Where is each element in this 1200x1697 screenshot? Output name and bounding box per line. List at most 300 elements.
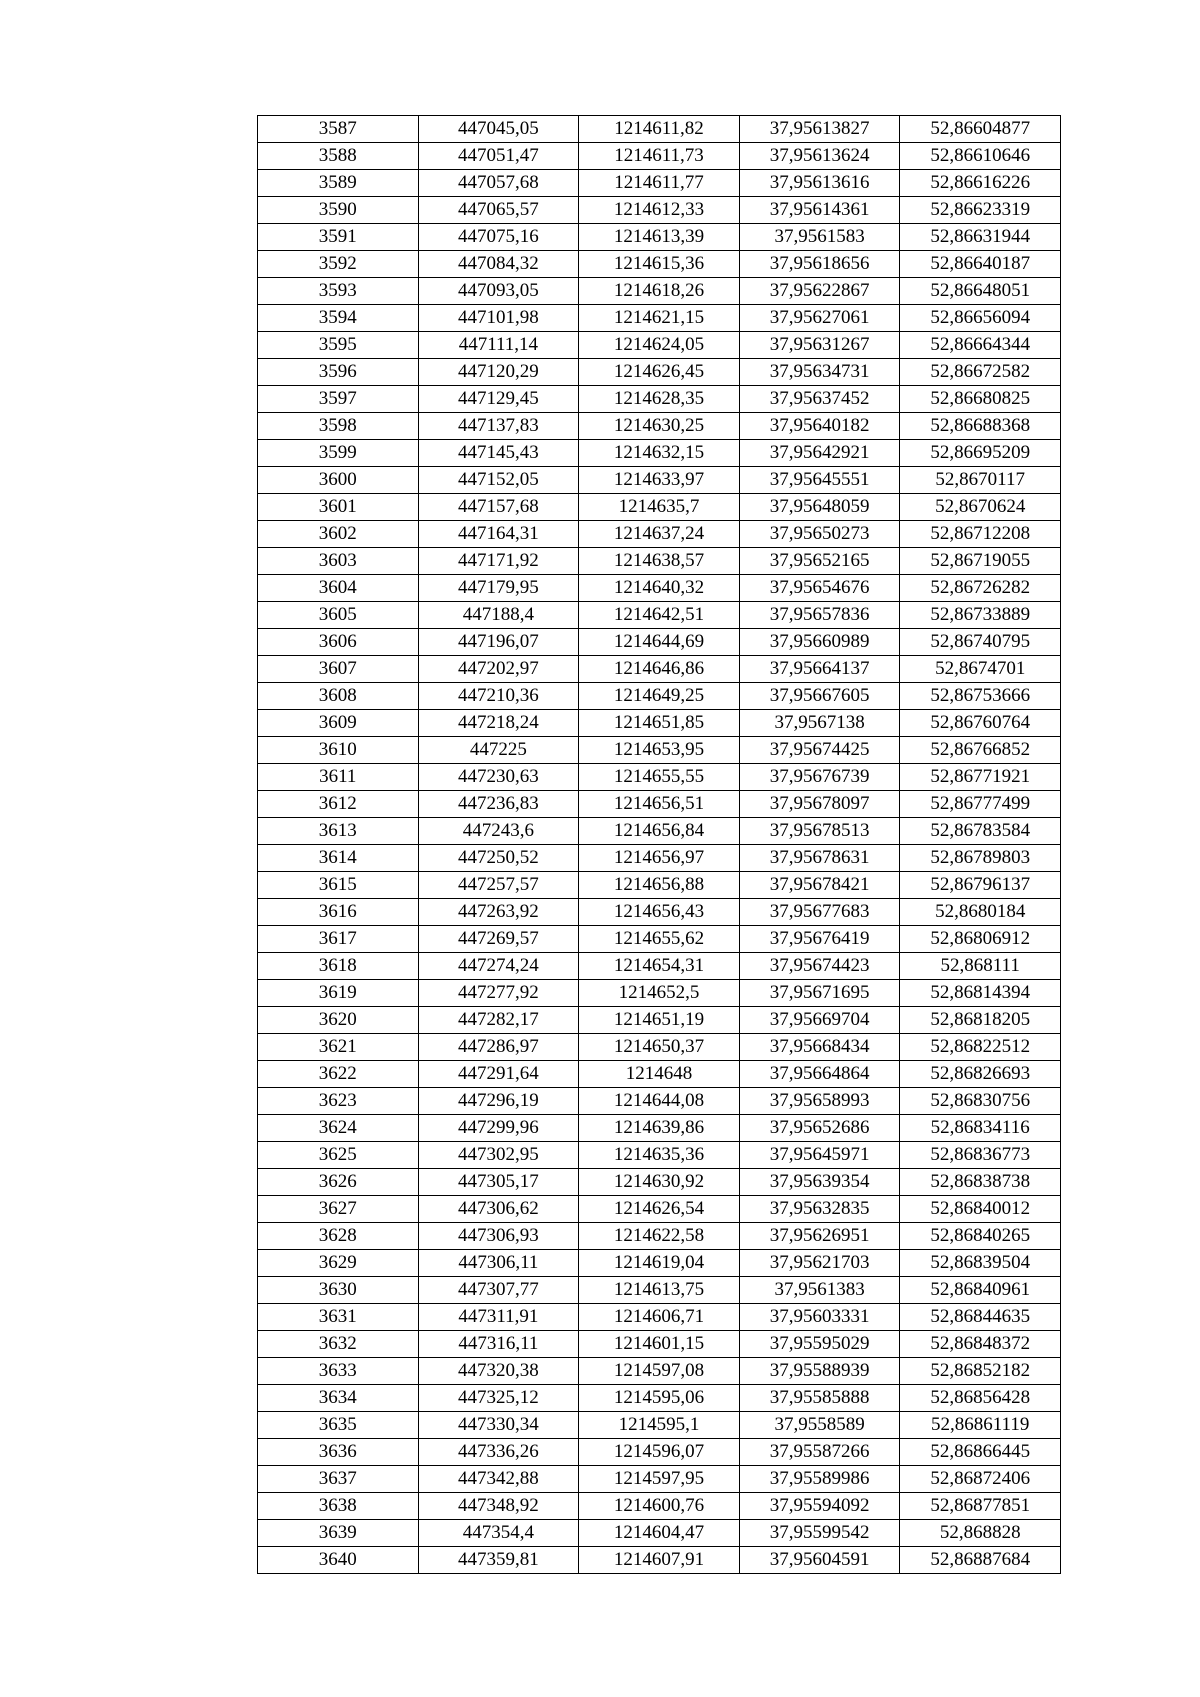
y-coordinate-cell: 1214611,77 bbox=[579, 170, 740, 197]
longitude-cell: 37,95678513 bbox=[739, 818, 900, 845]
longitude-cell: 37,95642921 bbox=[739, 440, 900, 467]
x-coordinate-cell: 447269,57 bbox=[418, 926, 579, 953]
point-number-cell: 3628 bbox=[258, 1223, 419, 1250]
x-coordinate-cell: 447075,16 bbox=[418, 224, 579, 251]
y-coordinate-cell: 1214604,47 bbox=[579, 1520, 740, 1547]
table-row bbox=[258, 602, 1061, 629]
y-coordinate-cell: 1214618,26 bbox=[579, 278, 740, 305]
x-coordinate-cell: 447296,19 bbox=[418, 1088, 579, 1115]
y-coordinate-cell: 1214651,19 bbox=[579, 1007, 740, 1034]
table-row bbox=[258, 1196, 1061, 1223]
x-coordinate-cell: 447305,17 bbox=[418, 1169, 579, 1196]
table-row bbox=[258, 521, 1061, 548]
latitude-cell: 52,86887684 bbox=[900, 1547, 1061, 1574]
x-coordinate-cell: 447218,24 bbox=[418, 710, 579, 737]
longitude-cell: 37,95640182 bbox=[739, 413, 900, 440]
x-coordinate-cell: 447202,97 bbox=[418, 656, 579, 683]
point-number-cell: 3636 bbox=[258, 1439, 419, 1466]
longitude-cell: 37,95594092 bbox=[739, 1493, 900, 1520]
latitude-cell: 52,86830756 bbox=[900, 1088, 1061, 1115]
coordinates-table-body bbox=[258, 116, 1061, 1574]
point-number-cell: 3607 bbox=[258, 656, 419, 683]
latitude-cell: 52,86822512 bbox=[900, 1034, 1061, 1061]
x-coordinate-cell: 447354,4 bbox=[418, 1520, 579, 1547]
table-row bbox=[258, 251, 1061, 278]
point-number-cell: 3629 bbox=[258, 1250, 419, 1277]
table-row bbox=[258, 467, 1061, 494]
x-coordinate-cell: 447302,95 bbox=[418, 1142, 579, 1169]
longitude-cell: 37,95645551 bbox=[739, 467, 900, 494]
y-coordinate-cell: 1214638,57 bbox=[579, 548, 740, 575]
x-coordinate-cell: 447299,96 bbox=[418, 1115, 579, 1142]
longitude-cell: 37,95676419 bbox=[739, 926, 900, 953]
latitude-cell: 52,86796137 bbox=[900, 872, 1061, 899]
latitude-cell: 52,8670624 bbox=[900, 494, 1061, 521]
y-coordinate-cell: 1214656,84 bbox=[579, 818, 740, 845]
point-number-cell: 3631 bbox=[258, 1304, 419, 1331]
y-coordinate-cell: 1214597,95 bbox=[579, 1466, 740, 1493]
latitude-cell: 52,86872406 bbox=[900, 1466, 1061, 1493]
y-coordinate-cell: 1214655,62 bbox=[579, 926, 740, 953]
latitude-cell: 52,86838738 bbox=[900, 1169, 1061, 1196]
x-coordinate-cell: 447111,14 bbox=[418, 332, 579, 359]
table-row bbox=[258, 737, 1061, 764]
latitude-cell: 52,8680184 bbox=[900, 899, 1061, 926]
y-coordinate-cell: 1214621,15 bbox=[579, 305, 740, 332]
y-coordinate-cell: 1214640,32 bbox=[579, 575, 740, 602]
latitude-cell: 52,86610646 bbox=[900, 143, 1061, 170]
x-coordinate-cell: 447306,11 bbox=[418, 1250, 579, 1277]
point-number-cell: 3635 bbox=[258, 1412, 419, 1439]
y-coordinate-cell: 1214611,82 bbox=[579, 116, 740, 143]
longitude-cell: 37,9567138 bbox=[739, 710, 900, 737]
point-number-cell: 3595 bbox=[258, 332, 419, 359]
longitude-cell: 37,95631267 bbox=[739, 332, 900, 359]
x-coordinate-cell: 447263,92 bbox=[418, 899, 579, 926]
y-coordinate-cell: 1214649,25 bbox=[579, 683, 740, 710]
latitude-cell: 52,86848372 bbox=[900, 1331, 1061, 1358]
y-coordinate-cell: 1214646,86 bbox=[579, 656, 740, 683]
longitude-cell: 37,95589986 bbox=[739, 1466, 900, 1493]
longitude-cell: 37,95652165 bbox=[739, 548, 900, 575]
table-row bbox=[258, 926, 1061, 953]
point-number-cell: 3624 bbox=[258, 1115, 419, 1142]
longitude-cell: 37,95634731 bbox=[739, 359, 900, 386]
point-number-cell: 3604 bbox=[258, 575, 419, 602]
longitude-cell: 37,95645971 bbox=[739, 1142, 900, 1169]
y-coordinate-cell: 1214619,04 bbox=[579, 1250, 740, 1277]
y-coordinate-cell: 1214654,31 bbox=[579, 953, 740, 980]
longitude-cell: 37,95622867 bbox=[739, 278, 900, 305]
table-row bbox=[258, 548, 1061, 575]
table-row bbox=[258, 1520, 1061, 1547]
x-coordinate-cell: 447210,36 bbox=[418, 683, 579, 710]
latitude-cell: 52,86814394 bbox=[900, 980, 1061, 1007]
point-number-cell: 3620 bbox=[258, 1007, 419, 1034]
x-coordinate-cell: 447152,05 bbox=[418, 467, 579, 494]
point-number-cell: 3633 bbox=[258, 1358, 419, 1385]
x-coordinate-cell: 447342,88 bbox=[418, 1466, 579, 1493]
table-row bbox=[258, 494, 1061, 521]
x-coordinate-cell: 447286,97 bbox=[418, 1034, 579, 1061]
table-row bbox=[258, 359, 1061, 386]
y-coordinate-cell: 1214601,15 bbox=[579, 1331, 740, 1358]
x-coordinate-cell: 447316,11 bbox=[418, 1331, 579, 1358]
y-coordinate-cell: 1214615,36 bbox=[579, 251, 740, 278]
table-row bbox=[258, 980, 1061, 1007]
point-number-cell: 3606 bbox=[258, 629, 419, 656]
latitude-cell: 52,86672582 bbox=[900, 359, 1061, 386]
point-number-cell: 3617 bbox=[258, 926, 419, 953]
y-coordinate-cell: 1214613,75 bbox=[579, 1277, 740, 1304]
latitude-cell: 52,86818205 bbox=[900, 1007, 1061, 1034]
longitude-cell: 37,95632835 bbox=[739, 1196, 900, 1223]
x-coordinate-cell: 447084,32 bbox=[418, 251, 579, 278]
point-number-cell: 3616 bbox=[258, 899, 419, 926]
point-number-cell: 3619 bbox=[258, 980, 419, 1007]
x-coordinate-cell: 447157,68 bbox=[418, 494, 579, 521]
table-row bbox=[258, 1547, 1061, 1574]
point-number-cell: 3638 bbox=[258, 1493, 419, 1520]
x-coordinate-cell: 447164,31 bbox=[418, 521, 579, 548]
y-coordinate-cell: 1214652,5 bbox=[579, 980, 740, 1007]
latitude-cell: 52,86877851 bbox=[900, 1493, 1061, 1520]
longitude-cell: 37,95676739 bbox=[739, 764, 900, 791]
y-coordinate-cell: 1214639,86 bbox=[579, 1115, 740, 1142]
point-number-cell: 3625 bbox=[258, 1142, 419, 1169]
latitude-cell: 52,86840012 bbox=[900, 1196, 1061, 1223]
x-coordinate-cell: 447230,63 bbox=[418, 764, 579, 791]
y-coordinate-cell: 1214644,08 bbox=[579, 1088, 740, 1115]
y-coordinate-cell: 1214607,91 bbox=[579, 1547, 740, 1574]
table-row bbox=[258, 872, 1061, 899]
table-row bbox=[258, 170, 1061, 197]
point-number-cell: 3618 bbox=[258, 953, 419, 980]
point-number-cell: 3597 bbox=[258, 386, 419, 413]
x-coordinate-cell: 447120,29 bbox=[418, 359, 579, 386]
y-coordinate-cell: 1214595,1 bbox=[579, 1412, 740, 1439]
table-row bbox=[258, 1385, 1061, 1412]
x-coordinate-cell: 447307,77 bbox=[418, 1277, 579, 1304]
point-number-cell: 3601 bbox=[258, 494, 419, 521]
table-row bbox=[258, 197, 1061, 224]
table-row bbox=[258, 1493, 1061, 1520]
y-coordinate-cell: 1214600,76 bbox=[579, 1493, 740, 1520]
x-coordinate-cell: 447243,6 bbox=[418, 818, 579, 845]
point-number-cell: 3622 bbox=[258, 1061, 419, 1088]
longitude-cell: 37,95648059 bbox=[739, 494, 900, 521]
latitude-cell: 52,86840961 bbox=[900, 1277, 1061, 1304]
latitude-cell: 52,86834116 bbox=[900, 1115, 1061, 1142]
point-number-cell: 3589 bbox=[258, 170, 419, 197]
point-number-cell: 3610 bbox=[258, 737, 419, 764]
table-row bbox=[258, 575, 1061, 602]
latitude-cell: 52,86664344 bbox=[900, 332, 1061, 359]
latitude-cell: 52,86766852 bbox=[900, 737, 1061, 764]
point-number-cell: 3614 bbox=[258, 845, 419, 872]
x-coordinate-cell: 447250,52 bbox=[418, 845, 579, 872]
table-row bbox=[258, 953, 1061, 980]
point-number-cell: 3593 bbox=[258, 278, 419, 305]
point-number-cell: 3626 bbox=[258, 1169, 419, 1196]
latitude-cell: 52,86656094 bbox=[900, 305, 1061, 332]
x-coordinate-cell: 447129,45 bbox=[418, 386, 579, 413]
latitude-cell: 52,86695209 bbox=[900, 440, 1061, 467]
table-row bbox=[258, 224, 1061, 251]
point-number-cell: 3591 bbox=[258, 224, 419, 251]
point-number-cell: 3599 bbox=[258, 440, 419, 467]
latitude-cell: 52,86844635 bbox=[900, 1304, 1061, 1331]
longitude-cell: 37,95595029 bbox=[739, 1331, 900, 1358]
table-row bbox=[258, 1331, 1061, 1358]
y-coordinate-cell: 1214651,85 bbox=[579, 710, 740, 737]
point-number-cell: 3588 bbox=[258, 143, 419, 170]
x-coordinate-cell: 447236,83 bbox=[418, 791, 579, 818]
latitude-cell: 52,86719055 bbox=[900, 548, 1061, 575]
x-coordinate-cell: 447045,05 bbox=[418, 116, 579, 143]
table-row bbox=[258, 305, 1061, 332]
y-coordinate-cell: 1214637,24 bbox=[579, 521, 740, 548]
x-coordinate-cell: 447196,07 bbox=[418, 629, 579, 656]
point-number-cell: 3630 bbox=[258, 1277, 419, 1304]
point-number-cell: 3639 bbox=[258, 1520, 419, 1547]
y-coordinate-cell: 1214656,97 bbox=[579, 845, 740, 872]
longitude-cell: 37,95604591 bbox=[739, 1547, 900, 1574]
y-coordinate-cell: 1214635,7 bbox=[579, 494, 740, 521]
latitude-cell: 52,86688368 bbox=[900, 413, 1061, 440]
table-row bbox=[258, 899, 1061, 926]
longitude-cell: 37,95668434 bbox=[739, 1034, 900, 1061]
point-number-cell: 3605 bbox=[258, 602, 419, 629]
latitude-cell: 52,86839504 bbox=[900, 1250, 1061, 1277]
table-row bbox=[258, 656, 1061, 683]
y-coordinate-cell: 1214613,39 bbox=[579, 224, 740, 251]
point-number-cell: 3594 bbox=[258, 305, 419, 332]
x-coordinate-cell: 447311,91 bbox=[418, 1304, 579, 1331]
table-row bbox=[258, 764, 1061, 791]
latitude-cell: 52,8674701 bbox=[900, 656, 1061, 683]
point-number-cell: 3623 bbox=[258, 1088, 419, 1115]
table-row bbox=[258, 629, 1061, 656]
point-number-cell: 3598 bbox=[258, 413, 419, 440]
y-coordinate-cell: 1214656,43 bbox=[579, 899, 740, 926]
longitude-cell: 37,95669704 bbox=[739, 1007, 900, 1034]
longitude-cell: 37,95639354 bbox=[739, 1169, 900, 1196]
table-row bbox=[258, 1034, 1061, 1061]
point-number-cell: 3596 bbox=[258, 359, 419, 386]
x-coordinate-cell: 447274,24 bbox=[418, 953, 579, 980]
longitude-cell: 37,95588939 bbox=[739, 1358, 900, 1385]
x-coordinate-cell: 447257,57 bbox=[418, 872, 579, 899]
table-row bbox=[258, 1061, 1061, 1088]
y-coordinate-cell: 1214632,15 bbox=[579, 440, 740, 467]
latitude-cell: 52,86712208 bbox=[900, 521, 1061, 548]
y-coordinate-cell: 1214644,69 bbox=[579, 629, 740, 656]
latitude-cell: 52,86753666 bbox=[900, 683, 1061, 710]
latitude-cell: 52,86771921 bbox=[900, 764, 1061, 791]
table-row bbox=[258, 278, 1061, 305]
point-number-cell: 3615 bbox=[258, 872, 419, 899]
table-row bbox=[258, 1412, 1061, 1439]
table-row bbox=[258, 1466, 1061, 1493]
latitude-cell: 52,86640187 bbox=[900, 251, 1061, 278]
latitude-cell: 52,86852182 bbox=[900, 1358, 1061, 1385]
latitude-cell: 52,86726282 bbox=[900, 575, 1061, 602]
table-row bbox=[258, 818, 1061, 845]
y-coordinate-cell: 1214656,88 bbox=[579, 872, 740, 899]
table-row bbox=[258, 413, 1061, 440]
x-coordinate-cell: 447359,81 bbox=[418, 1547, 579, 1574]
point-number-cell: 3627 bbox=[258, 1196, 419, 1223]
table-row bbox=[258, 386, 1061, 413]
table-row bbox=[258, 791, 1061, 818]
latitude-cell: 52,868111 bbox=[900, 953, 1061, 980]
table-row bbox=[258, 1250, 1061, 1277]
longitude-cell: 37,95654676 bbox=[739, 575, 900, 602]
x-coordinate-cell: 447051,47 bbox=[418, 143, 579, 170]
point-number-cell: 3640 bbox=[258, 1547, 419, 1574]
y-coordinate-cell: 1214622,58 bbox=[579, 1223, 740, 1250]
table-row bbox=[258, 1142, 1061, 1169]
y-coordinate-cell: 1214628,35 bbox=[579, 386, 740, 413]
longitude-cell: 37,9561383 bbox=[739, 1277, 900, 1304]
table-row bbox=[258, 1223, 1061, 1250]
table-row bbox=[258, 845, 1061, 872]
latitude-cell: 52,8670117 bbox=[900, 467, 1061, 494]
longitude-cell: 37,95658993 bbox=[739, 1088, 900, 1115]
table-row bbox=[258, 143, 1061, 170]
point-number-cell: 3602 bbox=[258, 521, 419, 548]
latitude-cell: 52,86733889 bbox=[900, 602, 1061, 629]
table-row bbox=[258, 332, 1061, 359]
latitude-cell: 52,86826693 bbox=[900, 1061, 1061, 1088]
latitude-cell: 52,86856428 bbox=[900, 1385, 1061, 1412]
y-coordinate-cell: 1214624,05 bbox=[579, 332, 740, 359]
point-number-cell: 3590 bbox=[258, 197, 419, 224]
latitude-cell: 52,86777499 bbox=[900, 791, 1061, 818]
longitude-cell: 37,95660989 bbox=[739, 629, 900, 656]
y-coordinate-cell: 1214612,33 bbox=[579, 197, 740, 224]
y-coordinate-cell: 1214650,37 bbox=[579, 1034, 740, 1061]
latitude-cell: 52,86806912 bbox=[900, 926, 1061, 953]
table-row bbox=[258, 1358, 1061, 1385]
longitude-cell: 37,95599542 bbox=[739, 1520, 900, 1547]
y-coordinate-cell: 1214648 bbox=[579, 1061, 740, 1088]
point-number-cell: 3609 bbox=[258, 710, 419, 737]
latitude-cell: 52,86861119 bbox=[900, 1412, 1061, 1439]
point-number-cell: 3621 bbox=[258, 1034, 419, 1061]
longitude-cell: 37,95650273 bbox=[739, 521, 900, 548]
coordinates-table bbox=[257, 115, 1061, 1574]
longitude-cell: 37,95614361 bbox=[739, 197, 900, 224]
y-coordinate-cell: 1214606,71 bbox=[579, 1304, 740, 1331]
y-coordinate-cell: 1214655,55 bbox=[579, 764, 740, 791]
latitude-cell: 52,86789803 bbox=[900, 845, 1061, 872]
table-row bbox=[258, 1304, 1061, 1331]
longitude-cell: 37,95671695 bbox=[739, 980, 900, 1007]
x-coordinate-cell: 447171,92 bbox=[418, 548, 579, 575]
y-coordinate-cell: 1214630,25 bbox=[579, 413, 740, 440]
x-coordinate-cell: 447225 bbox=[418, 737, 579, 764]
longitude-cell: 37,95627061 bbox=[739, 305, 900, 332]
longitude-cell: 37,95678421 bbox=[739, 872, 900, 899]
x-coordinate-cell: 447145,43 bbox=[418, 440, 579, 467]
x-coordinate-cell: 447336,26 bbox=[418, 1439, 579, 1466]
table-row bbox=[258, 1007, 1061, 1034]
longitude-cell: 37,95652686 bbox=[739, 1115, 900, 1142]
longitude-cell: 37,95613827 bbox=[739, 116, 900, 143]
x-coordinate-cell: 447188,4 bbox=[418, 602, 579, 629]
table-row bbox=[258, 116, 1061, 143]
point-number-cell: 3603 bbox=[258, 548, 419, 575]
y-coordinate-cell: 1214595,06 bbox=[579, 1385, 740, 1412]
longitude-cell: 37,95674423 bbox=[739, 953, 900, 980]
longitude-cell: 37,95613616 bbox=[739, 170, 900, 197]
x-coordinate-cell: 447320,38 bbox=[418, 1358, 579, 1385]
y-coordinate-cell: 1214596,07 bbox=[579, 1439, 740, 1466]
x-coordinate-cell: 447306,93 bbox=[418, 1223, 579, 1250]
longitude-cell: 37,95664137 bbox=[739, 656, 900, 683]
x-coordinate-cell: 447101,98 bbox=[418, 305, 579, 332]
longitude-cell: 37,9558589 bbox=[739, 1412, 900, 1439]
x-coordinate-cell: 447137,83 bbox=[418, 413, 579, 440]
latitude-cell: 52,86783584 bbox=[900, 818, 1061, 845]
x-coordinate-cell: 447348,92 bbox=[418, 1493, 579, 1520]
y-coordinate-cell: 1214626,54 bbox=[579, 1196, 740, 1223]
latitude-cell: 52,868828 bbox=[900, 1520, 1061, 1547]
latitude-cell: 52,86631944 bbox=[900, 224, 1061, 251]
y-coordinate-cell: 1214633,97 bbox=[579, 467, 740, 494]
point-number-cell: 3592 bbox=[258, 251, 419, 278]
latitude-cell: 52,86604877 bbox=[900, 116, 1061, 143]
latitude-cell: 52,86836773 bbox=[900, 1142, 1061, 1169]
longitude-cell: 37,95621703 bbox=[739, 1250, 900, 1277]
latitude-cell: 52,86616226 bbox=[900, 170, 1061, 197]
y-coordinate-cell: 1214642,51 bbox=[579, 602, 740, 629]
longitude-cell: 37,95587266 bbox=[739, 1439, 900, 1466]
latitude-cell: 52,86866445 bbox=[900, 1439, 1061, 1466]
y-coordinate-cell: 1214635,36 bbox=[579, 1142, 740, 1169]
point-number-cell: 3632 bbox=[258, 1331, 419, 1358]
point-number-cell: 3587 bbox=[258, 116, 419, 143]
latitude-cell: 52,86840265 bbox=[900, 1223, 1061, 1250]
longitude-cell: 37,95637452 bbox=[739, 386, 900, 413]
longitude-cell: 37,95657836 bbox=[739, 602, 900, 629]
table-row bbox=[258, 440, 1061, 467]
table-row bbox=[258, 1169, 1061, 1196]
x-coordinate-cell: 447282,17 bbox=[418, 1007, 579, 1034]
point-number-cell: 3608 bbox=[258, 683, 419, 710]
table-row bbox=[258, 683, 1061, 710]
x-coordinate-cell: 447325,12 bbox=[418, 1385, 579, 1412]
table-row bbox=[258, 1088, 1061, 1115]
y-coordinate-cell: 1214597,08 bbox=[579, 1358, 740, 1385]
table-row bbox=[258, 710, 1061, 737]
longitude-cell: 37,95618656 bbox=[739, 251, 900, 278]
x-coordinate-cell: 447306,62 bbox=[418, 1196, 579, 1223]
x-coordinate-cell: 447330,34 bbox=[418, 1412, 579, 1439]
point-number-cell: 3637 bbox=[258, 1466, 419, 1493]
point-number-cell: 3600 bbox=[258, 467, 419, 494]
y-coordinate-cell: 1214656,51 bbox=[579, 791, 740, 818]
longitude-cell: 37,95674425 bbox=[739, 737, 900, 764]
x-coordinate-cell: 447277,92 bbox=[418, 980, 579, 1007]
longitude-cell: 37,95678097 bbox=[739, 791, 900, 818]
latitude-cell: 52,86760764 bbox=[900, 710, 1061, 737]
point-number-cell: 3611 bbox=[258, 764, 419, 791]
y-coordinate-cell: 1214630,92 bbox=[579, 1169, 740, 1196]
latitude-cell: 52,86740795 bbox=[900, 629, 1061, 656]
